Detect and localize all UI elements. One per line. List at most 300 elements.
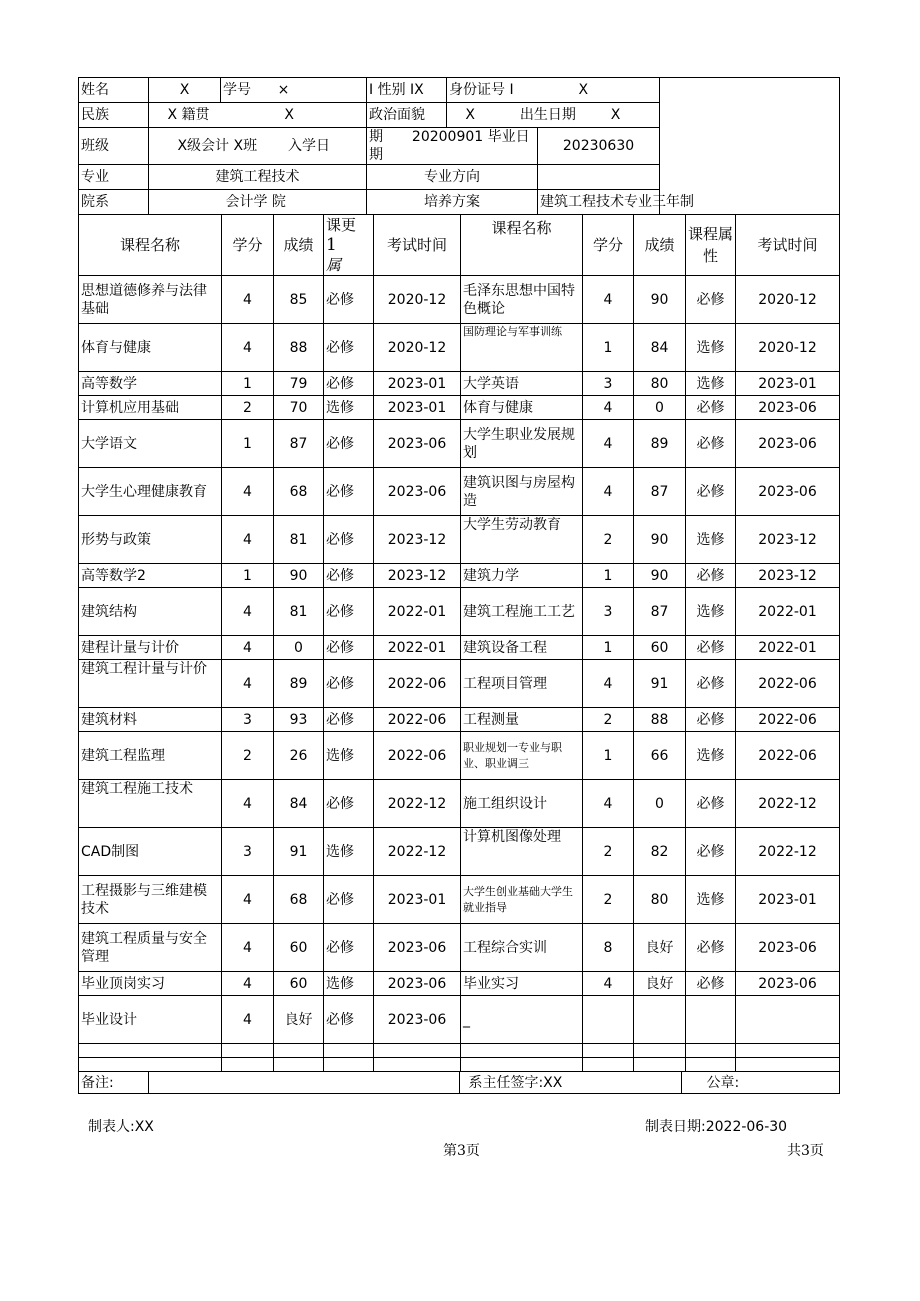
score-cell: 87 — [634, 468, 686, 516]
exam-date-cell: 2023-06 — [736, 396, 840, 420]
empty-cell — [686, 1044, 736, 1058]
course-attr-cell: 选修 — [686, 876, 736, 924]
empty-cell — [274, 1058, 324, 1072]
course-attr-cell: 必修 — [686, 636, 736, 660]
course-name-cell: 毕业顶岗实习 — [79, 972, 222, 996]
course-attr-cell: 选修 — [686, 516, 736, 564]
remark-label: 备注: — [79, 1072, 149, 1094]
course-name-cell: 建筑结构 — [79, 588, 222, 636]
credit-cell: 4 — [583, 468, 634, 516]
name-value: X — [149, 78, 221, 103]
course-name-cell: 大学语文 — [79, 420, 222, 468]
exam-date-cell — [736, 996, 840, 1044]
enroll-label-1: 入学日 — [288, 138, 330, 154]
credit-cell: 2 — [583, 876, 634, 924]
table-row — [79, 588, 840, 636]
table-row — [79, 828, 840, 876]
course-attr-cell: 必修 — [324, 780, 374, 828]
course-attr-cell: 必修 — [686, 828, 736, 876]
course-attr-cell: 必修 — [324, 372, 374, 396]
major-value: 建筑工程技术 — [149, 165, 367, 190]
course-name-cell: 计算机应用基础 — [79, 396, 222, 420]
course-name-cell: 大学生劳动教育 — [461, 516, 583, 564]
credit-cell: 4 — [222, 996, 274, 1044]
empty-cell — [274, 1044, 324, 1058]
credit-cell: 1 — [583, 564, 634, 588]
exam-date-cell: 2022-12 — [736, 828, 840, 876]
score-cell: 良好 — [634, 972, 686, 996]
college-label: 院系 — [79, 190, 149, 215]
course-name-cell: 建筑工程监理 — [79, 732, 222, 780]
name-label: 姓名 — [79, 78, 149, 103]
credit-cell: 4 — [222, 276, 274, 324]
course-name-cell: 体育与健康 — [79, 324, 222, 372]
col-attr-left-2: 1 — [326, 235, 337, 255]
grad-value: 20230630 — [538, 128, 660, 165]
course-attr-cell: 必修 — [324, 708, 374, 732]
credit-cell: 3 — [222, 828, 274, 876]
course-attr-cell: 选修 — [686, 588, 736, 636]
exam-date-cell: 2023-01 — [374, 372, 461, 396]
exam-date-cell: 2023-06 — [374, 996, 461, 1044]
score-cell: 80 — [634, 372, 686, 396]
course-name-cell: 高等数学 — [79, 372, 222, 396]
gender-cell — [367, 78, 447, 103]
credit-cell: 3 — [583, 372, 634, 396]
score-cell: 良好 — [634, 924, 686, 972]
col-attr-left-3: 属 — [326, 256, 342, 274]
exam-date-cell: 2023-06 — [374, 468, 461, 516]
table-maker — [88, 1116, 154, 1136]
table-row — [79, 372, 840, 396]
score-cell: 60 — [274, 972, 324, 996]
political-birth-cell — [447, 103, 660, 128]
course-attr-cell: 必修 — [324, 564, 374, 588]
exam-date-cell: 2023-01 — [736, 876, 840, 924]
course-attr-cell: 选修 — [324, 972, 374, 996]
credit-cell: 4 — [222, 324, 274, 372]
score-cell: 0 — [634, 780, 686, 828]
course-attr-cell: 选修 — [686, 732, 736, 780]
exam-date-cell: 2022-06 — [736, 732, 840, 780]
course-name-cell: 施工组织设计 — [461, 780, 583, 828]
course-name-cell: 建筑工程施工工艺 — [461, 588, 583, 636]
class-cell — [149, 128, 367, 165]
gender-value: IX — [410, 82, 424, 98]
course-name-cell: 工程项目管理 — [461, 660, 583, 708]
course-name-cell: _ — [461, 996, 583, 1044]
course-name-cell: 毕业设计 — [79, 996, 222, 1044]
credit-cell: 4 — [222, 468, 274, 516]
page-total: 共3页 — [787, 1143, 824, 1159]
empty-cell — [461, 1044, 583, 1058]
col-exam-right: 考试时间 — [736, 215, 840, 276]
credit-cell: 4 — [222, 588, 274, 636]
credit-cell: 4 — [222, 660, 274, 708]
score-cell: 0 — [274, 636, 324, 660]
class-value-1: X级会计 — [177, 138, 230, 154]
college-cell — [149, 190, 367, 215]
plan-value: 建筑工程技术专业三年制 — [538, 190, 660, 215]
ethnic-value: X — [167, 107, 178, 123]
seal-cell — [682, 1072, 840, 1094]
idcard-value: X — [578, 82, 589, 98]
course-name-cell: 大学生心理健康教育 — [79, 468, 222, 516]
course-attr-cell: 必修 — [324, 420, 374, 468]
course-name-cell: 职业规划一专业与职业、职业调三 — [461, 732, 583, 780]
empty-cell — [222, 1058, 274, 1072]
course-attr-cell: 必修 — [324, 588, 374, 636]
student-info-table — [78, 77, 840, 215]
credit-cell: 4 — [222, 924, 274, 972]
ethnic-label: 民族 — [79, 103, 149, 128]
exam-date-cell: 2022-12 — [374, 780, 461, 828]
credit-cell: 2 — [222, 396, 274, 420]
score-cell: 93 — [274, 708, 324, 732]
course-attr-cell: 必修 — [686, 420, 736, 468]
course-attr-cell: 必修 — [324, 324, 374, 372]
idcard-label: 身份证号 — [449, 82, 505, 98]
score-cell: 68 — [274, 468, 324, 516]
table-date — [645, 1116, 787, 1136]
direction-value — [538, 165, 660, 190]
gender-label: 性别 — [377, 82, 406, 98]
course-attr-cell: 选修 — [324, 828, 374, 876]
score-cell: 90 — [634, 276, 686, 324]
table-row — [79, 396, 840, 420]
table-row — [79, 660, 840, 708]
table-row — [79, 468, 840, 516]
table-row — [79, 276, 840, 324]
table-row — [79, 996, 840, 1044]
remark-value — [149, 1072, 460, 1094]
enroll-value: 20200901 — [411, 129, 484, 145]
exam-date-cell: 2022-12 — [736, 780, 840, 828]
exam-date-cell: 2023-12 — [736, 564, 840, 588]
maker-label: 制表人: — [88, 1119, 135, 1135]
empty-cell — [324, 1044, 374, 1058]
score-cell: 66 — [634, 732, 686, 780]
maker-value: XX — [134, 1119, 154, 1135]
score-cell: 88 — [634, 708, 686, 732]
course-attr-cell: 必修 — [686, 780, 736, 828]
exam-date-cell: 2023-06 — [736, 468, 840, 516]
id-cell — [221, 78, 367, 103]
idcard-sep: I — [509, 82, 514, 98]
exam-date-cell: 2023-06 — [374, 924, 461, 972]
empty-cell — [461, 1058, 583, 1072]
credit-cell: 1 — [222, 564, 274, 588]
enroll-grad-cell — [367, 128, 538, 165]
table-row — [79, 420, 840, 468]
credit-cell: 4 — [583, 660, 634, 708]
empty-cell — [222, 1044, 274, 1058]
score-cell: 85 — [274, 276, 324, 324]
empty-cell — [736, 1058, 840, 1072]
score-cell: 81 — [274, 588, 324, 636]
col-attr-left-1: 课更 — [326, 216, 357, 234]
course-attr-cell: 必修 — [686, 276, 736, 324]
table-row — [79, 924, 840, 972]
empty-cell — [324, 1058, 374, 1072]
course-attr-cell: 必修 — [324, 468, 374, 516]
course-name-cell: 国防理论与军事训练 — [461, 324, 583, 372]
empty-cell — [736, 1044, 840, 1058]
course-name-cell: 建程计量与计价 — [79, 636, 222, 660]
exam-date-cell: 2022-06 — [374, 708, 461, 732]
exam-date-cell: 2022-06 — [736, 660, 840, 708]
course-name-cell: 建筑工程施工技术 — [79, 780, 222, 828]
course-attr-cell: 必修 — [324, 660, 374, 708]
score-cell: 82 — [634, 828, 686, 876]
ethnic-native-cell — [149, 103, 367, 128]
native-value: X — [284, 107, 294, 123]
id-label: 学号 — [223, 82, 251, 98]
exam-date-cell: 2023-06 — [736, 924, 840, 972]
course-name-cell: 大学生职业发展规划 — [461, 420, 583, 468]
table-row — [79, 780, 840, 828]
signer-cell — [460, 1072, 682, 1094]
table-row — [79, 972, 840, 996]
score-cell: 90 — [274, 564, 324, 588]
table-row — [79, 636, 840, 660]
course-attr-cell: 选修 — [686, 324, 736, 372]
signer-value: XX — [543, 1074, 563, 1091]
score-cell: 60 — [274, 924, 324, 972]
enroll-label-2: 期 — [369, 129, 383, 145]
course-attr-cell: 必修 — [324, 924, 374, 972]
class-value-2: X班 — [233, 138, 258, 154]
table-row — [79, 732, 840, 780]
col-course-name-left: 课程名称 — [79, 215, 222, 276]
course-attr-cell: 必修 — [686, 924, 736, 972]
credit-cell: 1 — [222, 420, 274, 468]
empty-cell — [686, 1058, 736, 1072]
score-cell: 26 — [274, 732, 324, 780]
table-row — [79, 876, 840, 924]
empty-cell — [374, 1044, 461, 1058]
political-label: 政治面貌 — [367, 103, 447, 128]
course-name-cell: 工程综合实训 — [461, 924, 583, 972]
idcard-cell — [447, 78, 660, 103]
course-attr-cell: 必修 — [324, 996, 374, 1044]
score-cell: 90 — [634, 516, 686, 564]
exam-date-cell: 2022-06 — [736, 708, 840, 732]
exam-date-cell: 2020-12 — [374, 276, 461, 324]
course-attr-cell: 必修 — [686, 468, 736, 516]
course-attr-cell: 选修 — [686, 372, 736, 396]
score-cell: 79 — [274, 372, 324, 396]
score-cell: 88 — [274, 324, 324, 372]
course-attr-cell: 必修 — [324, 516, 374, 564]
credit-cell: 3 — [583, 588, 634, 636]
credit-cell: 2 — [222, 732, 274, 780]
score-cell — [634, 996, 686, 1044]
col-score-left: 成绩 — [274, 215, 324, 276]
exam-date-cell: 2023-01 — [374, 396, 461, 420]
course-attr-cell: 必修 — [324, 636, 374, 660]
course-attr-cell — [686, 996, 736, 1044]
empty-cell — [583, 1044, 634, 1058]
credit-cell: 2 — [583, 516, 634, 564]
course-name-cell: 建筑力学 — [461, 564, 583, 588]
table-row — [79, 708, 840, 732]
score-cell: 89 — [634, 420, 686, 468]
score-cell: 84 — [634, 324, 686, 372]
score-cell: 良好 — [274, 996, 324, 1044]
score-cell: 0 — [634, 396, 686, 420]
course-attr-cell: 必修 — [686, 396, 736, 420]
col-credit-right: 学分 — [583, 215, 634, 276]
course-attr-cell: 选修 — [324, 732, 374, 780]
credit-cell: 4 — [222, 780, 274, 828]
credit-cell: 4 — [583, 420, 634, 468]
exam-date-cell: 2023-06 — [736, 972, 840, 996]
exam-date-cell: 2020-12 — [736, 324, 840, 372]
date-label: 制表日期: — [645, 1119, 706, 1135]
course-attr-cell: 必修 — [324, 876, 374, 924]
score-cell: 68 — [274, 876, 324, 924]
credit-cell: 1 — [583, 732, 634, 780]
political-value: X — [465, 107, 475, 123]
col-exam-left: 考试时间 — [374, 215, 461, 276]
course-name-cell: 高等数学2 — [79, 564, 222, 588]
credit-cell: 1 — [222, 372, 274, 396]
credit-cell: 4 — [583, 276, 634, 324]
course-attr-cell: 必修 — [324, 276, 374, 324]
empty-cell — [79, 1044, 222, 1058]
empty-cell — [583, 1058, 634, 1072]
direction-label: 专业方向 — [367, 165, 538, 190]
exam-date-cell: 2023-01 — [374, 876, 461, 924]
major-label: 专业 — [79, 165, 149, 190]
score-cell: 89 — [274, 660, 324, 708]
credit-cell: 1 — [583, 324, 634, 372]
credit-cell — [583, 996, 634, 1044]
exam-date-cell: 2022-01 — [736, 636, 840, 660]
credit-cell: 2 — [583, 828, 634, 876]
score-cell: 91 — [634, 660, 686, 708]
col-course-name-right: 课程名称 — [461, 215, 583, 276]
exam-date-cell: 2023-01 — [736, 372, 840, 396]
class-label: 班级 — [79, 128, 149, 165]
table-row — [79, 1044, 840, 1058]
transcript-sheet — [78, 77, 839, 1094]
score-cell: 87 — [634, 588, 686, 636]
exam-date-cell: 2023-12 — [374, 564, 461, 588]
exam-date-cell: 2023-06 — [374, 972, 461, 996]
date-value: 2022-06-30 — [705, 1119, 788, 1135]
course-attr-cell: 必修 — [686, 564, 736, 588]
college-value-2: 院 — [271, 194, 286, 210]
credit-cell: 3 — [222, 708, 274, 732]
course-name-cell: CAD制图 — [79, 828, 222, 876]
birth-value: X — [610, 107, 621, 123]
exam-date-cell: 2022-01 — [374, 588, 461, 636]
score-cell: 90 — [634, 564, 686, 588]
empty-cell — [634, 1058, 686, 1072]
course-name-cell: 建筑识图与房屋构造 — [461, 468, 583, 516]
course-name-cell: 思想道德修养与法律基础 — [79, 276, 222, 324]
course-attr-cell: 选修 — [324, 396, 374, 420]
exam-date-cell: 2023-06 — [374, 420, 461, 468]
grad-label: 毕业日期 — [369, 129, 530, 163]
exam-date-cell: 2022-12 — [374, 828, 461, 876]
course-table — [78, 214, 840, 1072]
exam-date-cell: 2020-12 — [736, 276, 840, 324]
course-name-cell: 建筑材料 — [79, 708, 222, 732]
credit-cell: 4 — [583, 972, 634, 996]
credit-cell: 1 — [583, 636, 634, 660]
seal-label: 公章: — [706, 1074, 740, 1091]
native-label: 籍贯 — [181, 107, 210, 123]
exam-date-cell: 2022-06 — [374, 660, 461, 708]
table-row — [79, 516, 840, 564]
credit-cell: 4 — [583, 780, 634, 828]
credit-cell: 4 — [583, 396, 634, 420]
credit-cell: 2 — [583, 708, 634, 732]
course-name-cell: 毕业实习 — [461, 972, 583, 996]
exam-date-cell: 2023-12 — [374, 516, 461, 564]
course-name-cell: 体育与健康 — [461, 396, 583, 420]
credit-cell: 4 — [222, 516, 274, 564]
birth-label: 出生日期 — [519, 107, 576, 123]
score-cell: 91 — [274, 828, 324, 876]
score-cell: 81 — [274, 516, 324, 564]
col-score-right: 成绩 — [634, 215, 686, 276]
score-cell: 87 — [274, 420, 324, 468]
course-attr-cell: 必修 — [686, 972, 736, 996]
exam-date-cell: 2022-01 — [736, 588, 840, 636]
table-row — [79, 324, 840, 372]
remark-table — [78, 1071, 840, 1094]
credit-cell: 4 — [222, 876, 274, 924]
exam-date-cell: 2022-06 — [374, 732, 461, 780]
course-name-cell: 建筑设备工程 — [461, 636, 583, 660]
credit-cell: 8 — [583, 924, 634, 972]
course-name-cell: 大学生创业基础大学生就业指导 — [461, 876, 583, 924]
col-attr-right: 课程属性 — [686, 215, 736, 276]
course-name-cell: 大学英语 — [461, 372, 583, 396]
course-name-cell: 工程摄影与三维建模技术 — [79, 876, 222, 924]
credit-cell: 4 — [222, 972, 274, 996]
course-name-cell: 毛泽东思想中国特色概论 — [461, 276, 583, 324]
page-number: 第3页 — [443, 1143, 480, 1159]
course-attr-cell: 必修 — [686, 708, 736, 732]
table-row — [79, 1058, 840, 1072]
table-row — [79, 564, 840, 588]
empty-cell — [374, 1058, 461, 1072]
empty-cell — [634, 1044, 686, 1058]
course-name-cell: 计算机图像处理 — [461, 828, 583, 876]
exam-date-cell: 2020-12 — [374, 324, 461, 372]
gender-sep: I — [369, 82, 374, 98]
score-cell: 60 — [634, 636, 686, 660]
signer-label: 系主任签字: — [468, 1074, 544, 1091]
college-value-1: 会计学 — [225, 194, 268, 210]
exam-date-cell: 2023-06 — [736, 420, 840, 468]
exam-date-cell: 2023-12 — [736, 516, 840, 564]
exam-date-cell: 2022-01 — [374, 636, 461, 660]
plan-label: 培养方案 — [367, 190, 538, 215]
course-attr-cell: 必修 — [686, 660, 736, 708]
course-name-cell: 建筑工程质量与安全管理 — [79, 924, 222, 972]
score-cell: 70 — [274, 396, 324, 420]
col-attr-left — [324, 215, 374, 276]
id-value: × — [277, 82, 290, 98]
credit-cell: 4 — [222, 636, 274, 660]
score-cell: 80 — [634, 876, 686, 924]
